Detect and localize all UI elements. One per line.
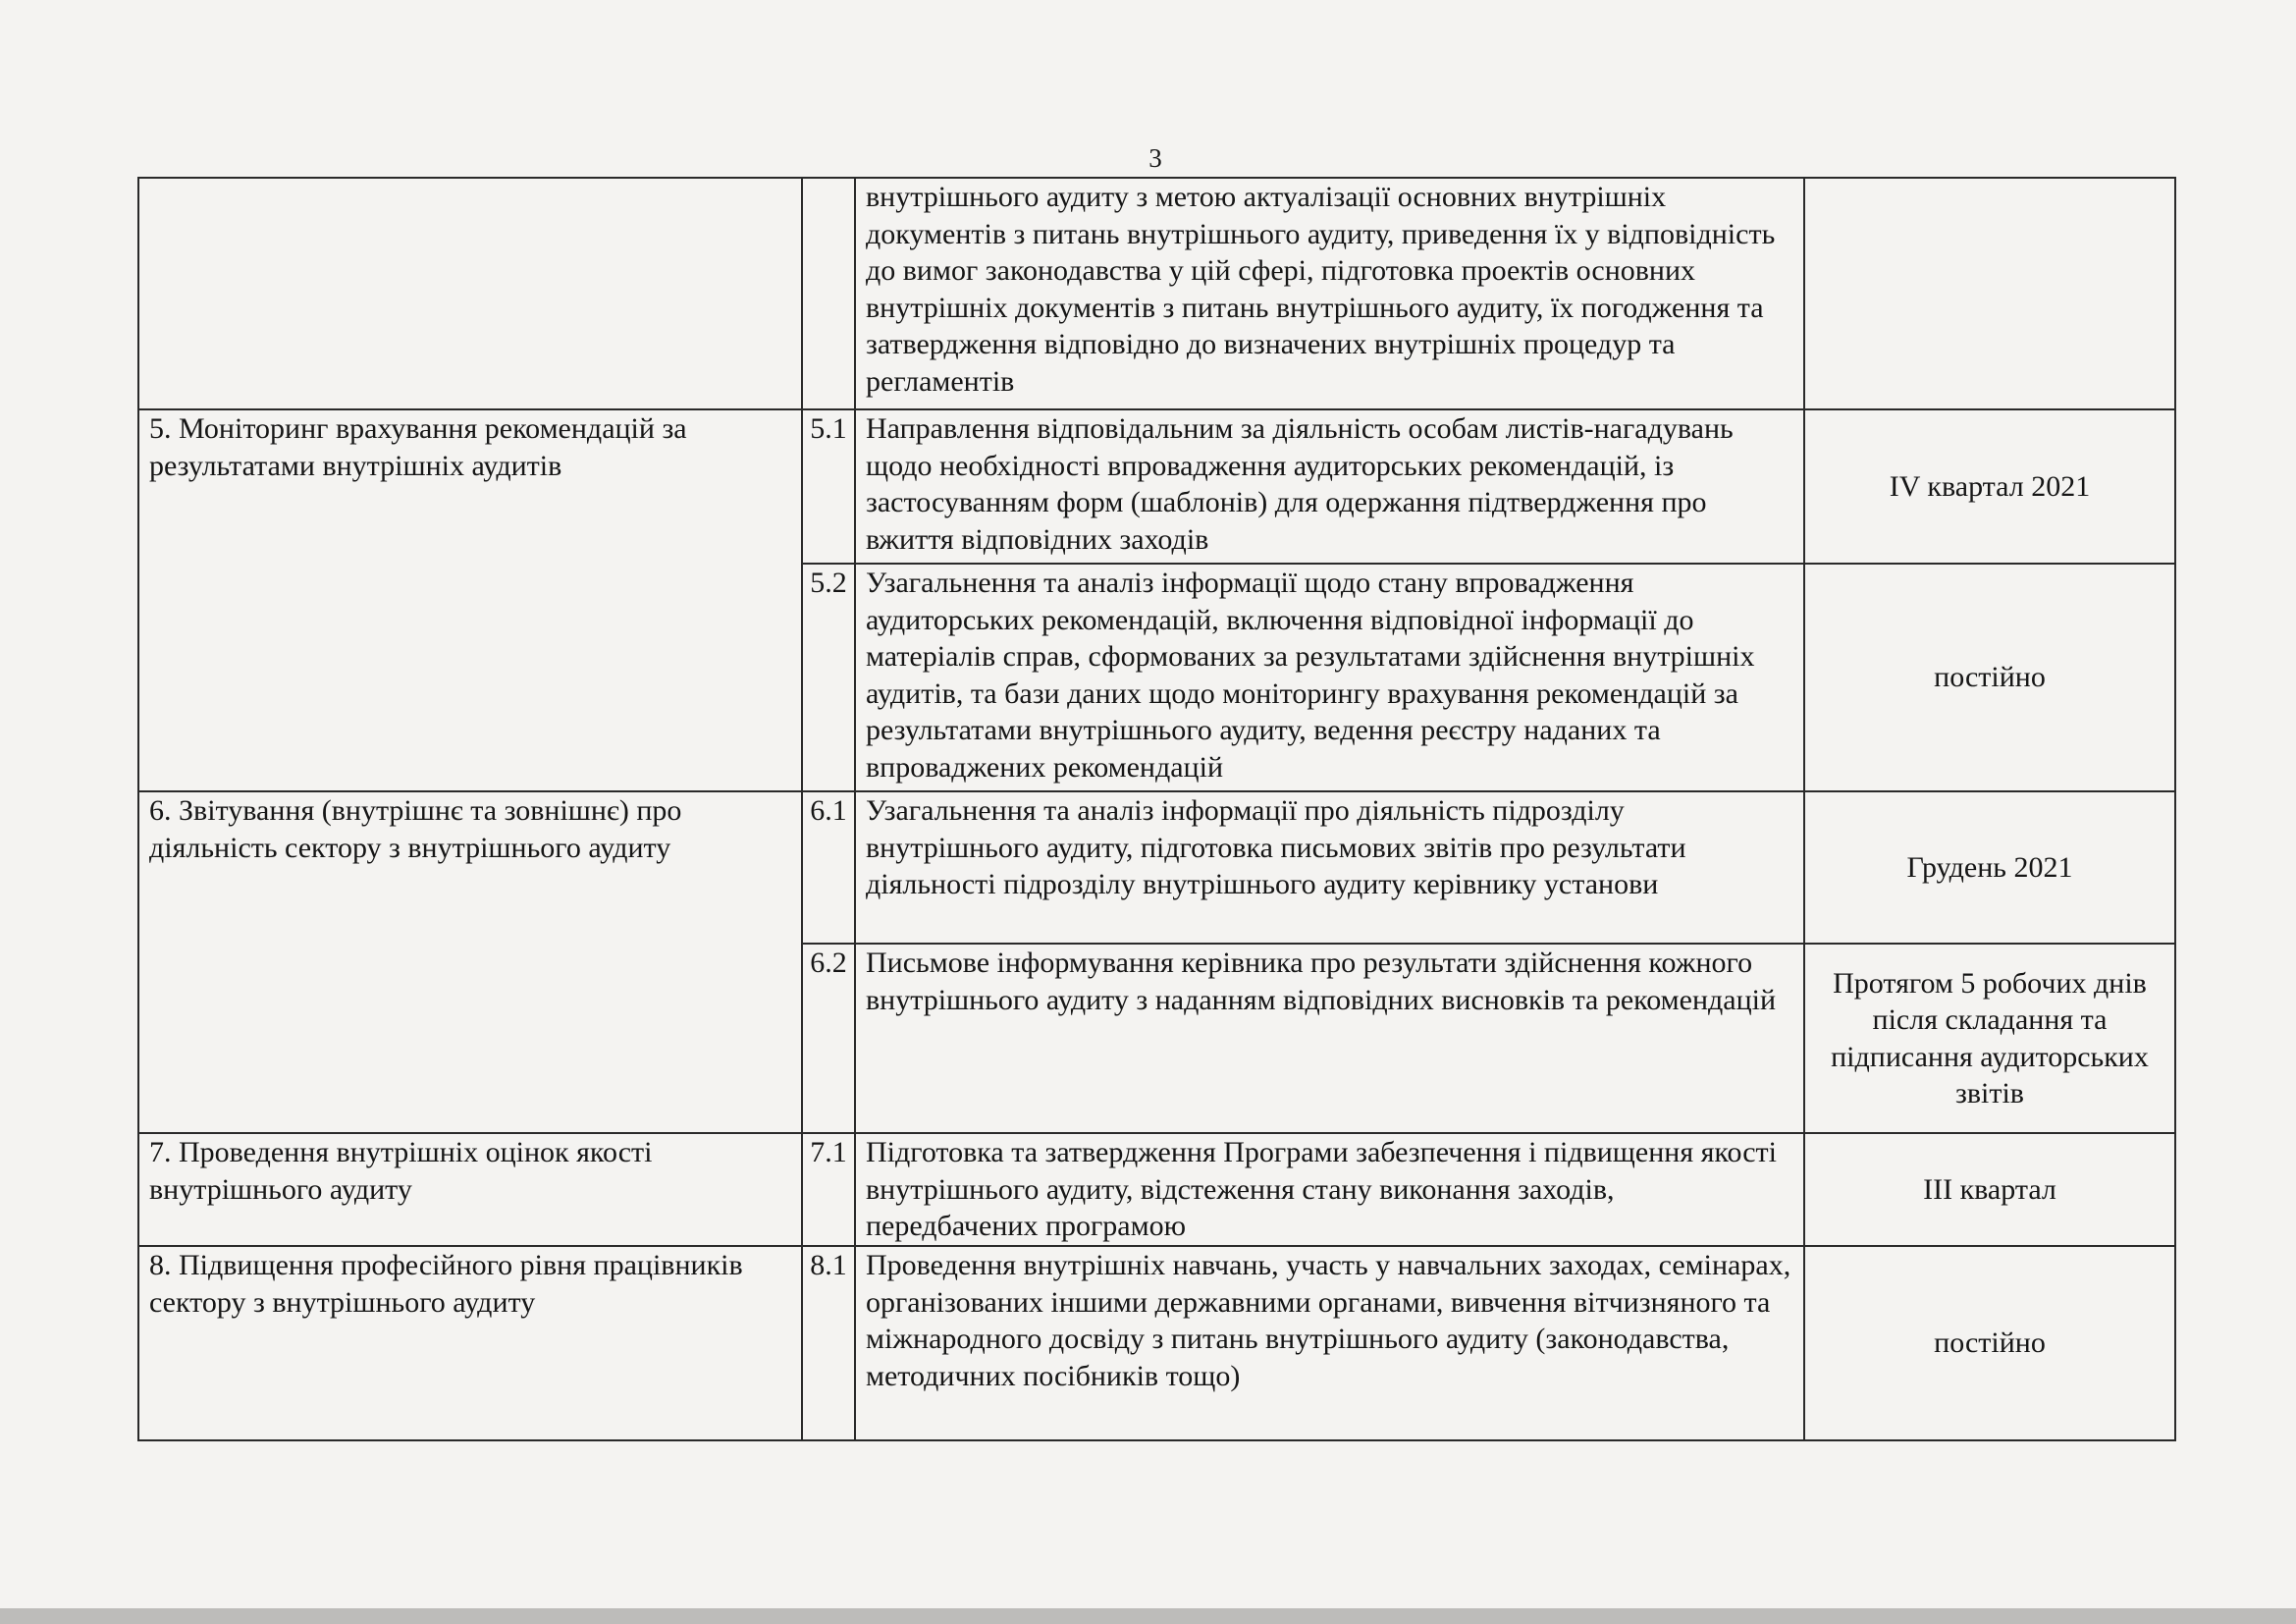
measure-number-cell: [802, 178, 855, 409]
scan-bottom-edge: [0, 1608, 2296, 1624]
term-cell: постійно: [1804, 564, 2175, 791]
measure-number-cell: 7.1: [802, 1133, 855, 1246]
table-row: [138, 1246, 2175, 1440]
measure-number-cell: 6.2: [802, 944, 855, 1133]
measure-cell: Письмове інформування керівника про результати здійснення кожного внутрішнього аудиту з наданням відповідних висновків та рекомендацій: [855, 944, 1804, 1133]
table-row: [138, 791, 2175, 944]
measure-cell: Підготовка та затвердження Програми забезпечення і підвищення якості внутрішнього аудиту, відстеження стану виконання заходів, передбачених програмою: [855, 1133, 1804, 1246]
measure-number-cell: 5.2: [802, 564, 855, 791]
table-row: [138, 409, 2175, 564]
task-cell: 6. Звітування (внутрішнє та зовнішнє) про діяльність сектору з внутрішнього аудиту: [138, 791, 802, 1133]
measure-number-cell: 8.1: [802, 1246, 855, 1440]
term-cell: ІІІ квартал: [1804, 1133, 2175, 1246]
task-cell: 8. Підвищення професійного рівня працівників сектору з внутрішнього аудиту: [138, 1246, 802, 1440]
page-number: 3: [1148, 143, 1162, 173]
measure-cell: Узагальнення та аналіз інформації про діяльність підрозділу внутрішнього аудиту, підготовка письмових звітів про результати діяльності підрозділу внутрішнього аудиту керівнику установи: [855, 791, 1804, 944]
measure-cell: Направлення відповідальним за діяльність особам листів-нагадувань щодо необхідності впровадження аудиторських рекомендацій, із застосуванням форм (шаблонів) для одержання підтвердження про вжиття відповідних заходів: [855, 409, 1804, 564]
measure-number-cell: 5.1: [802, 409, 855, 564]
term-cell: Протягом 5 робочих днів після складання та підписання аудиторських звітів: [1804, 944, 2175, 1133]
term-cell: IV квартал 2021: [1804, 409, 2175, 564]
term-cell: [1804, 178, 2175, 409]
task-cell: 7. Проведення внутрішніх оцінок якості внутрішнього аудиту: [138, 1133, 802, 1246]
task-cell: 5. Моніторинг врахування рекомендацій за результатами внутрішніх аудитів: [138, 409, 802, 791]
measure-cell: Узагальнення та аналіз інформації щодо стану впровадження аудиторських рекомендацій, включення відповідної інформації до матеріалів справ, сформованих за результатами здійснення внутрішніх аудитів, та бази даних щодо моніторингу врахування рекомендацій за результатами внутрішнього аудиту, ведення реєстру наданих та впроваджених рекомендацій: [855, 564, 1804, 791]
audit-plan-table: [137, 177, 2176, 1441]
term-cell: Грудень 2021: [1804, 791, 2175, 944]
measure-number-cell: 6.1: [802, 791, 855, 944]
table-row: [138, 178, 2175, 409]
measure-cell: Проведення внутрішніх навчань, участь у навчальних заходах, семінарах, організованих іншими державними органами, вивчення вітчизняного та міжнародного досвіду з питань внутрішнього аудиту (законодавства, методичних посібників тощо): [855, 1246, 1804, 1440]
task-cell: [138, 178, 802, 409]
measure-cell: внутрішнього аудиту з метою актуалізації основних внутрішніх документів з питань внутрішнього аудиту, приведення їх у відповідність до вимог законодавства у цій сфері, підготовка проектів основних внутрішніх документів з питань внутрішнього аудиту, їх погодження та затвердження відповідно до визначених внутрішніх процедур та регламентів: [855, 178, 1804, 409]
term-cell: постійно: [1804, 1246, 2175, 1440]
table-row: [138, 1133, 2175, 1246]
